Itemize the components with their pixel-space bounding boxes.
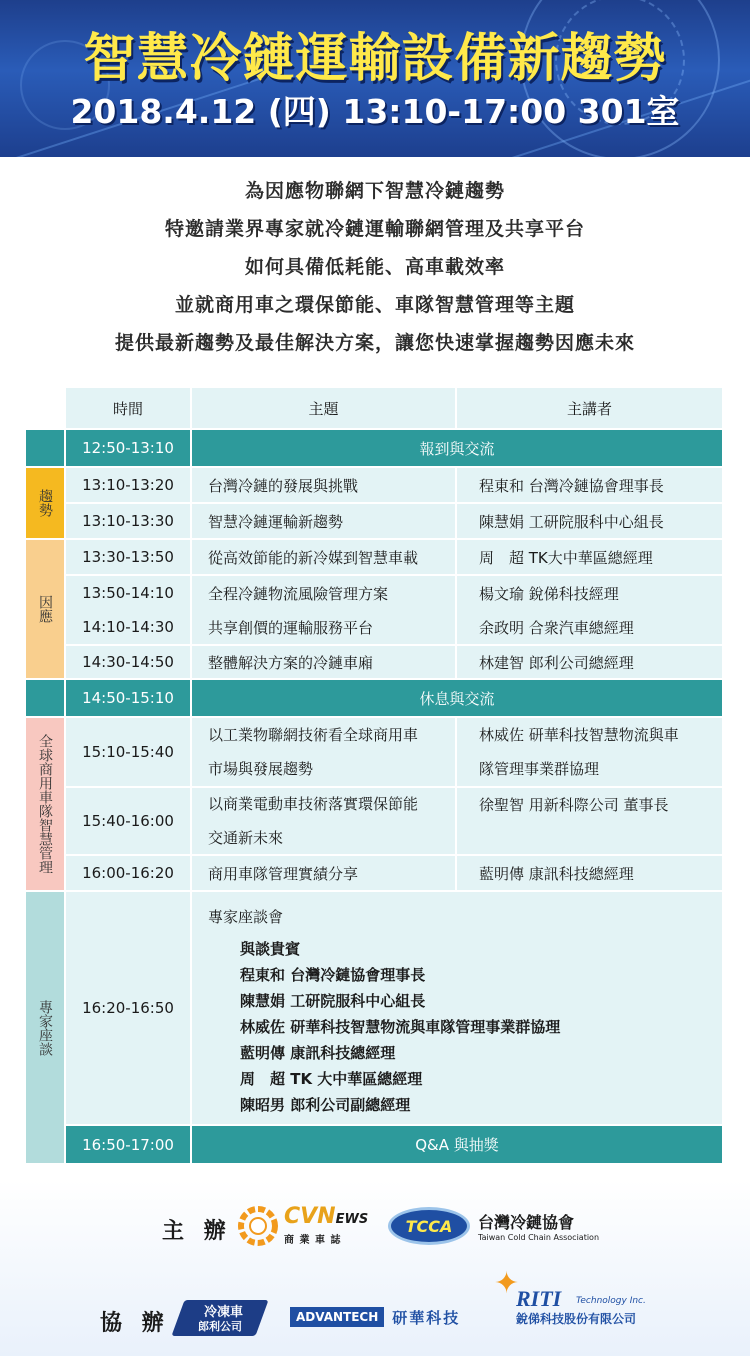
category-label: 趨勢: [37, 489, 53, 517]
langli-top: 冷凍車: [204, 1305, 244, 1320]
row-topic: 台灣冷鏈的發展與挑戰: [192, 468, 455, 502]
row-topic: [192, 718, 455, 786]
tcca-badge: [388, 1207, 470, 1245]
panel-title: 專家座談會: [208, 908, 284, 926]
topic-line: 市場與發展趨勢: [208, 760, 314, 778]
guest-line: 周 超 TK 大中華區總經理: [240, 1070, 423, 1088]
row-speaker: 林建智 郎利公司總經理: [457, 646, 722, 678]
row-speaker: 藍明傳 康訊科技總經理: [457, 856, 722, 890]
cvn-mark: CVN: [284, 1204, 336, 1229]
schedule-table: [26, 388, 722, 1163]
advantech-mark: ADVANTECH: [290, 1307, 384, 1327]
riti-logo: [494, 1266, 654, 1328]
category-blank: [26, 430, 64, 466]
header-banner: [0, 0, 750, 157]
row-time: 16:50-17:00: [66, 1126, 190, 1163]
header-time: 時間: [66, 388, 190, 428]
advantech-logo: [290, 1305, 460, 1329]
row-speaker: 陳慧娟 工研院服科中心組長: [457, 504, 722, 538]
row-speaker: 余政明 合衆汽車總經理: [457, 610, 722, 644]
event-title: 智慧冷鏈運輸設備新趨勢: [83, 29, 667, 89]
advantech-name: 研華科技: [392, 1308, 461, 1327]
category-label: 因應: [37, 595, 53, 623]
speaker-line: 林威佐 研華科技智慧物流與車: [479, 726, 679, 744]
row-band: 休息與交流: [192, 680, 722, 716]
guest-line: 陳昭男 郎利公司副總經理: [240, 1096, 411, 1114]
intro-line: 為因應物聯網下智慧冷鏈趨勢: [244, 180, 505, 202]
topic-line: 交通新未來: [208, 829, 284, 847]
row-time: 14:50-15:10: [66, 680, 190, 716]
cvn-logo: [238, 1204, 368, 1248]
header-speaker: 主講者: [457, 388, 722, 428]
guest-line: 與談貴賓: [240, 940, 301, 958]
row-topic: 共享創價的運輸服務平台: [192, 610, 455, 644]
langli-logo: [174, 1298, 266, 1338]
category-fleet: [26, 718, 64, 890]
intro-line: 如何具備低耗能、高車載效率: [244, 256, 505, 278]
row-band: Q&A 與抽獎: [192, 1126, 722, 1163]
intro-line: 並就商用車之環保節能、車隊智慧管理等主題: [174, 294, 575, 316]
row-speaker: 程東和 台灣冷鏈協會理事長: [457, 468, 722, 502]
row-time: 16:00-16:20: [66, 856, 190, 890]
guest-line: 林威佐 研華科技智慧物流與車隊管理事業群協理: [240, 1018, 561, 1036]
row-topic: 整體解決方案的冷鏈車廂: [192, 646, 455, 678]
row-speaker: 徐聖智 用新科際公司 董事長: [457, 788, 722, 854]
row-topic: 從高效節能的新冷媒到智慧車載: [192, 540, 455, 574]
row-topic: 商用車隊管理實績分享: [192, 856, 455, 890]
row-time: 14:10-14:30: [66, 610, 190, 644]
tcca-mark: TCCA: [405, 1216, 453, 1236]
co-organizer-label: 協 辦: [100, 1311, 170, 1336]
guest-line: 程東和 台灣冷鏈協會理事長: [240, 966, 426, 984]
header-topic: 主題: [192, 388, 455, 428]
panel-discussion: [192, 892, 722, 1124]
row-band: 報到與交流: [192, 430, 722, 466]
row-time: 15:40-16:00: [66, 788, 190, 854]
category-label: 全球商用車隊智慧管理: [37, 734, 53, 874]
category-label: 專家座談: [37, 999, 53, 1056]
cvn-news: EWS: [335, 1212, 369, 1227]
category-trend: [26, 468, 64, 538]
row-time: 12:50-13:10: [66, 430, 190, 466]
row-speaker: [457, 718, 722, 786]
row-speaker: 楊文瑜 銳俤科技經理: [457, 576, 722, 610]
row-topic: [192, 788, 455, 854]
intro-text: [0, 172, 750, 362]
row-time: 15:10-15:40: [66, 718, 190, 786]
tcca-en: Taiwan Cold Chain Association: [478, 1233, 600, 1242]
row-time: 14:30-14:50: [66, 646, 190, 678]
row-speaker: 周 超 TK大中華區總經理: [457, 540, 722, 574]
speaker-line: 隊管理事業群協理: [479, 760, 600, 778]
riti-mark: RITI: [516, 1286, 562, 1311]
intro-line: 特邀請業界專家就冷鏈運輸聯網管理及共享平台: [164, 218, 585, 240]
row-time: 13:10-13:30: [66, 504, 190, 538]
row-topic: 智慧冷鏈運輸新趨勢: [192, 504, 455, 538]
guest-line: 藍明傳 康訊科技總經理: [240, 1044, 396, 1062]
host-label: 主 辦: [162, 1219, 232, 1244]
row-time: 13:50-14:10: [66, 576, 190, 610]
category-blank: [26, 680, 64, 716]
tcca-name: 台灣冷鏈協會: [478, 1213, 575, 1232]
row-time: 16:20-16:50: [66, 892, 190, 1124]
row-topic: 全程冷鏈物流風險管理方案: [192, 576, 455, 610]
topic-line: 以商業電動車技術落實環保節能: [208, 795, 419, 813]
riti-name: 銳俤科技股份有限公司: [516, 1312, 637, 1326]
row-time: 13:10-13:20: [66, 468, 190, 502]
row-time: 13:30-13:50: [66, 540, 190, 574]
event-date: 2018.4.12 (四) 13:10-17:00 301室: [70, 92, 680, 131]
langli-bottom: 郎利公司: [198, 1320, 242, 1333]
panel-guests: [240, 936, 560, 1118]
tcca-logo: [388, 1205, 599, 1247]
cvn-wheel-icon: [238, 1206, 278, 1246]
category-response: [26, 540, 64, 678]
riti-tag: Technology Inc.: [576, 1296, 646, 1306]
topic-line: 以工業物聯網技術看全球商用車: [208, 726, 419, 744]
intro-line: 提供最新趨勢及最佳解決方案，讓您快速掌握趨勢因應未來: [114, 332, 635, 354]
cvn-caption: 商 業 車 誌: [284, 1235, 342, 1246]
guest-line: 陳慧娟 工研院服科中心組長: [240, 992, 426, 1010]
category-panel: [26, 892, 64, 1163]
star-icon: ✦: [494, 1266, 520, 1301]
